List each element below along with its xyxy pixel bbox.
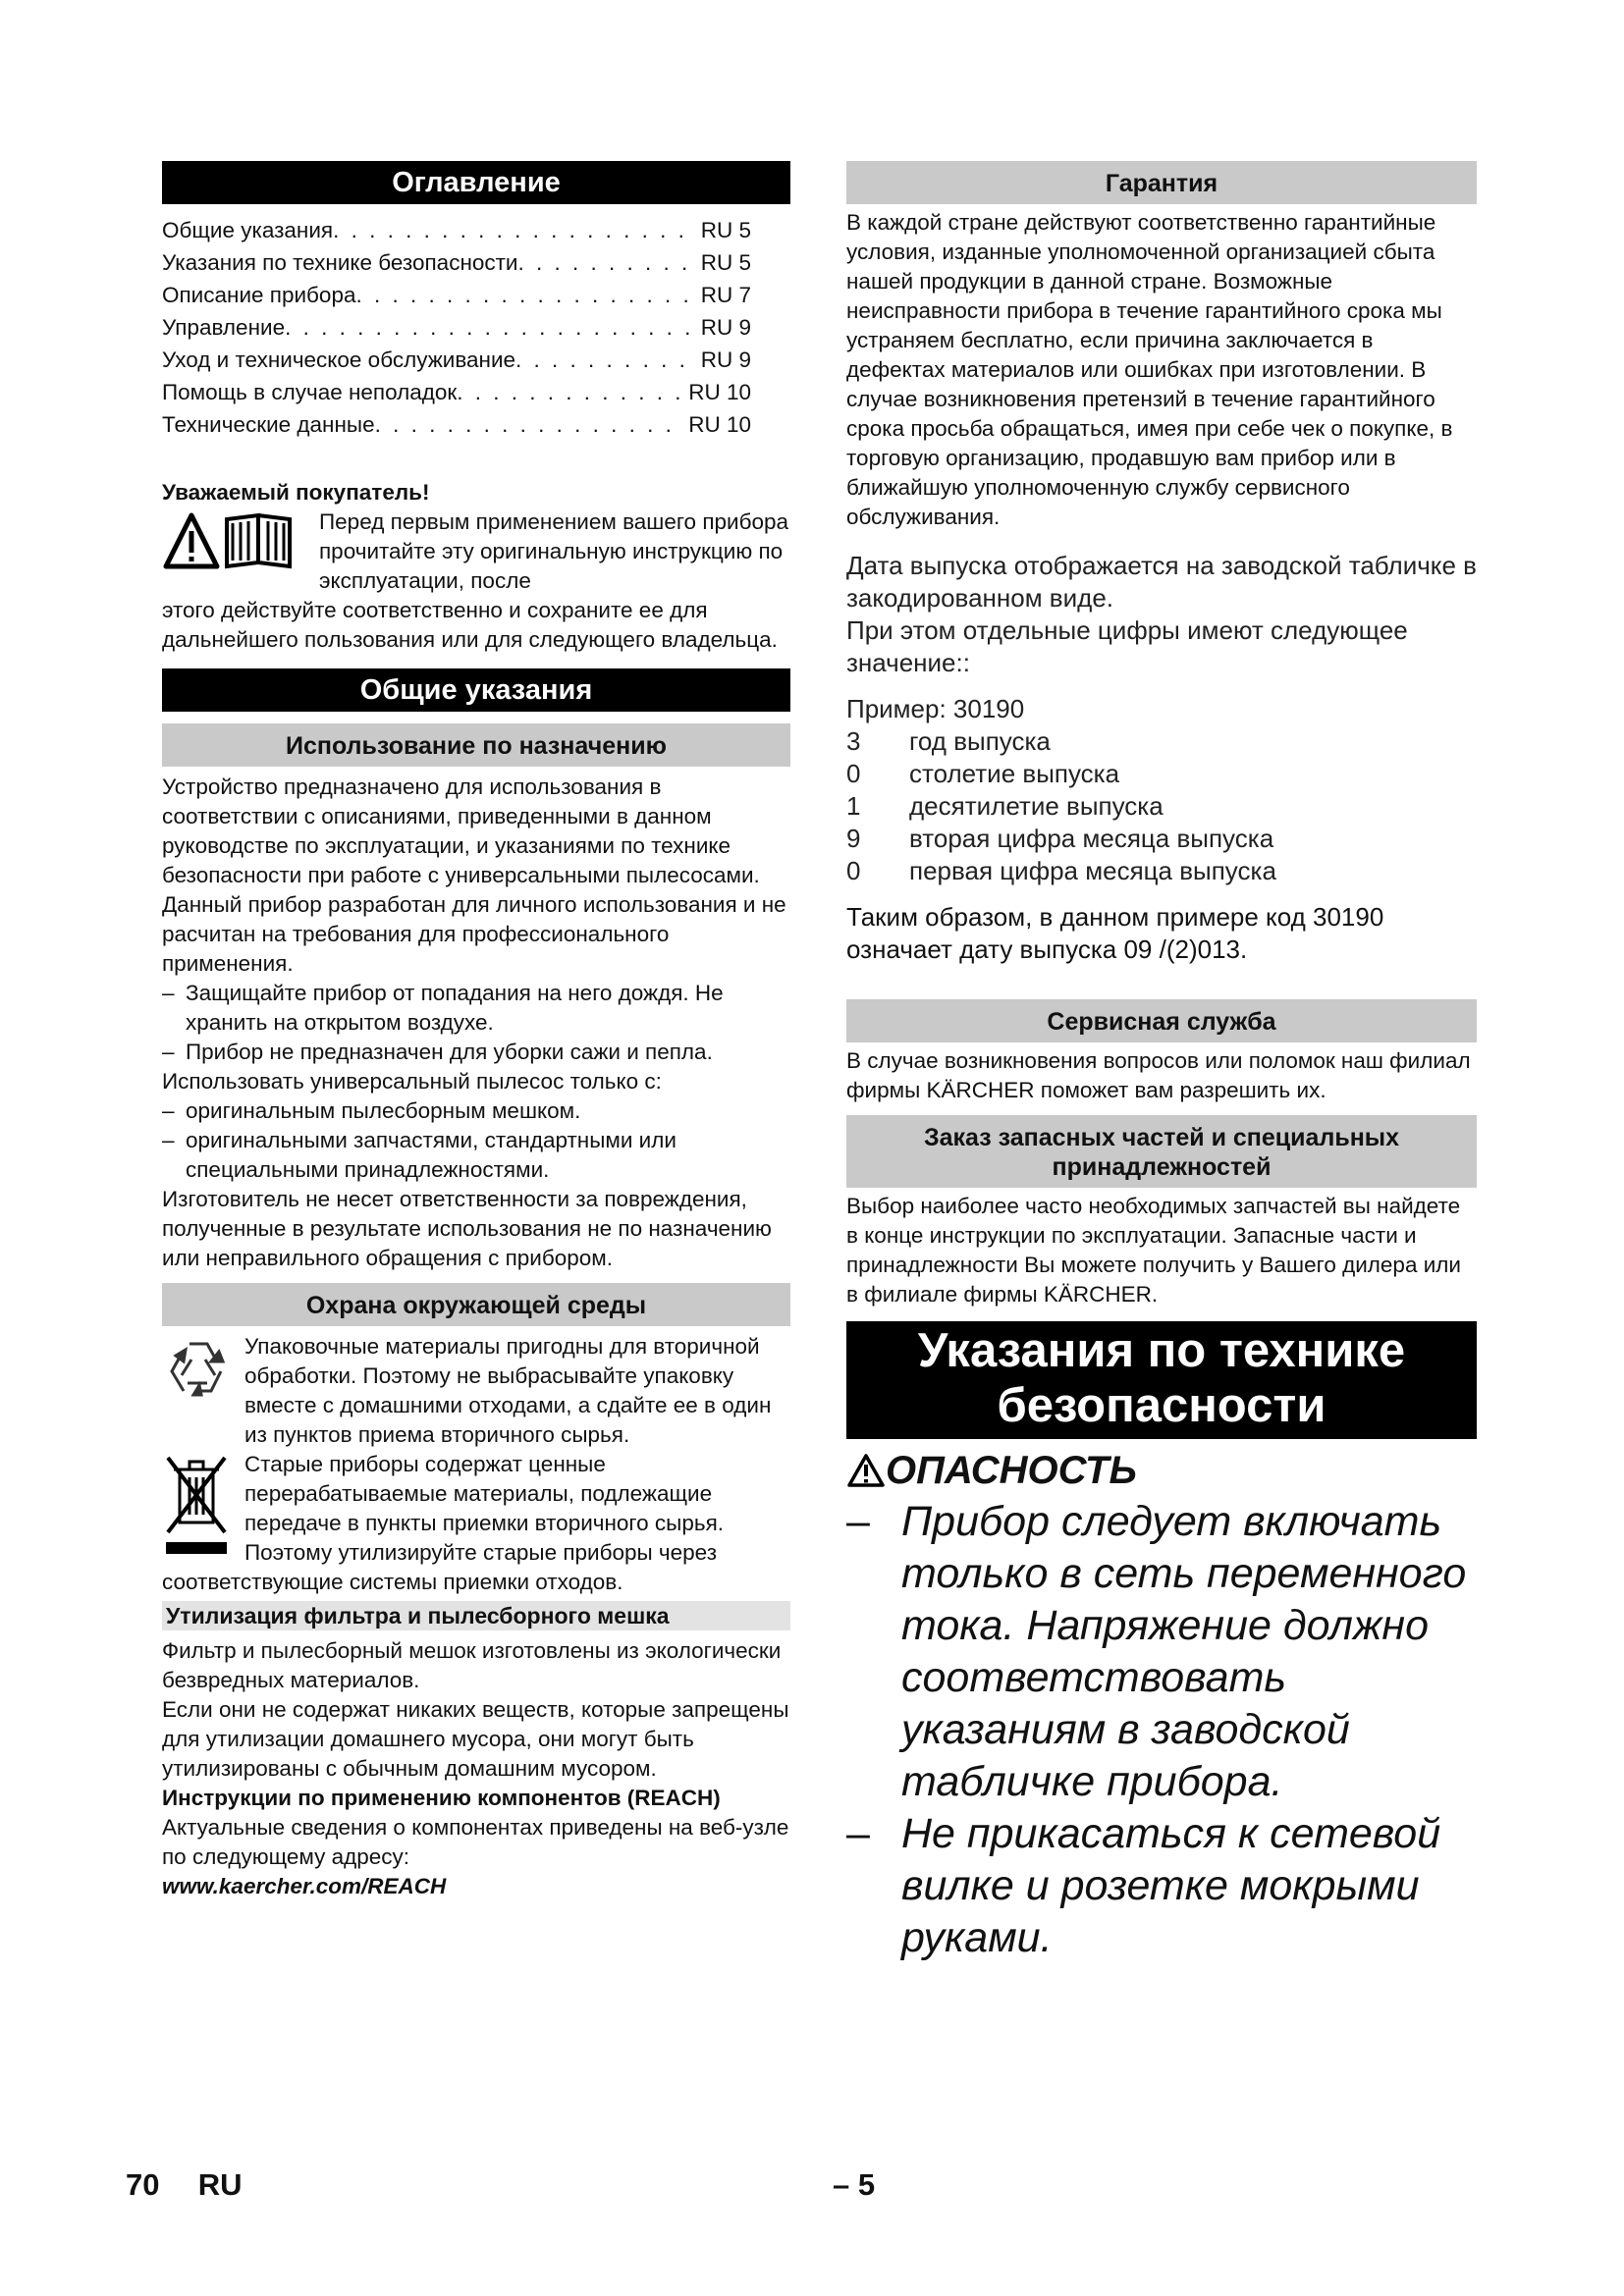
section-page: – 5 (833, 2167, 876, 2202)
usage-title: Использование по назначению (162, 723, 790, 767)
usage-section (162, 773, 790, 1273)
table-of-contents (162, 214, 790, 441)
read-manual-icons (162, 507, 319, 596)
weee-text2: соответствующие системы приемки отходов. (162, 1570, 623, 1594)
service-title: Сервисная служба (846, 999, 1477, 1042)
toc-item[interactable]: Помощь в случае неполадок . . . RU 10 (162, 376, 751, 408)
usage-paragraph: Использовать универсальный пылесос только с: (162, 1069, 662, 1094)
date-code-section (846, 550, 1477, 966)
page-number: 70 (126, 2167, 160, 2202)
left-column (162, 161, 790, 1901)
danger-item: – Прибор следует включать только в сеть переменного тока. Напряжение должно соответствовать указаниям в заводской табличке прибора. (846, 1498, 1467, 1805)
right-column (846, 161, 1477, 1964)
date-code-row: 3 год выпуска (846, 726, 1051, 756)
general-title: Общие указания (162, 668, 790, 712)
crossed-bin-icon (162, 1452, 235, 1560)
date-code-row: 1 десятилетие выпуска (846, 791, 1164, 821)
parts-text: Выбор наиболее часто необходимых запчастей вы найдете в конце инструкции по эксплуатации. Запасные части и принадлежности Вы можете получить у Вашего дилера или в филиале фирмы KÄRCHER. (846, 1194, 1461, 1307)
page-footer (126, 2167, 243, 2203)
book-icon (227, 515, 290, 566)
danger-label: ОПАСНОСТЬ (886, 1449, 1137, 1492)
toc-item[interactable]: Технические данные . . . RU 10 (162, 408, 751, 441)
list-item: – оригинальным пылесборным мешком. (162, 1098, 581, 1123)
date-code-conclusion: Таким образом, в данном примере код 30190 означает дату выпуска 09 /(2)013. (846, 902, 1384, 964)
filter-paragraph: Если они не содержат никаких веществ, которые запрещены для утилизации домашнего мусора, они могут быть утилизированы с обычным домашним мусором. (162, 1697, 789, 1781)
reach-link[interactable]: www.kaercher.com/REACH (162, 1874, 447, 1898)
recycle-block (162, 1332, 790, 1450)
greeting-title: Уважаемый покупатель! (162, 480, 430, 505)
reach-text: Актуальные сведения о компонентах приведены на веб-узле по следующему адресу: (162, 1815, 789, 1869)
list-item: – Защищайте прибор от попадания на него дождя. Не хранить на открытом воздухе. (162, 981, 724, 1035)
service-text: В случае возникновения вопросов или поломок наш филиал фирмы KÄRCHER поможет вам разрешить их. (846, 1048, 1471, 1102)
language-code: RU (197, 2167, 243, 2202)
date-code-intro: При этом отдельные цифры имеют следующее значение:: (846, 615, 1408, 677)
filter-title: Утилизация фильтра и пылесборного мешка (162, 1601, 790, 1630)
list-item: – Прибор не предназначен для уборки сажи и пепла. (162, 1040, 713, 1064)
weee-text: Старые приборы содержат ценные перерабатываемые материалы, подлежащие передаче в пункты приемки вторичного сырья. Поэтому утилизируйте старые приборы через (244, 1452, 725, 1565)
weee-block (162, 1450, 790, 1568)
greeting-text2: этого действуйте соответственно и сохраните ее для дальнейшего пользования или для следующего владельца. (162, 598, 778, 652)
warranty-title: Гарантия (846, 161, 1477, 204)
toc-item[interactable]: Указания по технике безопасности . . . RU 5 (162, 246, 751, 279)
warning-triangle-icon (162, 511, 309, 572)
date-code-row: 9 вторая цифра месяца выпуска (846, 824, 1274, 853)
date-code-row: 0 первая цифра месяца выпуска (846, 856, 1276, 885)
recycle-text: Упаковочные материалы пригодны для вторичной обработки. Поэтому не выбрасывайте упаковку вместе с домашними отходами, а сдайте ее в один из пунктов приема вторичного сырья. (244, 1334, 772, 1447)
toc-item[interactable]: Описание прибора . . . RU 7 (162, 279, 751, 311)
greeting-block (162, 507, 790, 596)
parts-title: Заказ запасных частей и специальных принадлежностей (846, 1115, 1477, 1188)
toc-item[interactable]: Общие указания . . . RU 5 (162, 214, 751, 246)
list-item: – оригинальными запчастями, стандартными или специальными принадлежностями. (162, 1128, 677, 1182)
greeting-text1: Перед первым применением вашего прибора прочитайте эту оригинальную инструкцию по эксплуатации, после (319, 509, 789, 593)
date-code-example: Пример: 30190 (846, 694, 1025, 723)
usage-paragraph: Устройство предназначено для использования в соответствии с описаниями, приведенными в данном руководстве по эксплуатации, и указаниями по технике безопасности при работе с универсальными пылесосами. (162, 774, 760, 887)
warning-triangle-icon (846, 1453, 886, 1488)
usage-paragraph: Изготовитель не несет ответственности за повреждения, полученные в результате использования не по назначению или неправильного обращения с прибором. (162, 1187, 772, 1270)
filter-section (162, 1636, 790, 1901)
date-code-row: 0 столетие выпуска (846, 759, 1120, 788)
safety-title: Указания по технике безопасности (846, 1321, 1477, 1439)
recycle-icon (162, 1336, 235, 1403)
usage-paragraph: Данный прибор разработан для личного использования и не расчитан на требования для профессионального применения. (162, 892, 786, 976)
environment-title: Охрана окружающей среды (162, 1283, 790, 1326)
date-code-intro: Дата выпуска отображается на заводской табличке в закодированном виде. (846, 551, 1477, 613)
filter-paragraph: Фильтр и пылесборный мешок изготовлены из экологически безвредных материалов. (162, 1638, 782, 1692)
toc-item[interactable]: Управление . . . RU 9 (162, 311, 751, 344)
toc-title: Оглавление (162, 161, 790, 204)
danger-item: – Не прикасаться к сетевой вилке и розетке мокрыми руками. (846, 1810, 1441, 1961)
toc-item[interactable]: Уход и техническое обслуживание . . . RU 9 (162, 344, 751, 376)
warranty-text: В каждой стране действуют соответственно гарантийные условия, изданные уполномоченной организацией сбыта нашей продукции в данной стране. Возможные неисправности прибора в течение гарантийного срока мы устраняем бесплатно, если причина заключается в дефектах материалов или ошибках при изготовлении. В случае возникновения претензий в течение гарантийного срока просьба обращаться, имея при себе чек о покупке, в торговую организацию, продавшую вам прибор или в ближайшую уполномоченную службу сервисного обслуживания. (846, 210, 1453, 529)
reach-title: Инструкции по применению компонентов (REACH) (162, 1786, 721, 1810)
danger-heading (846, 1445, 1477, 1496)
